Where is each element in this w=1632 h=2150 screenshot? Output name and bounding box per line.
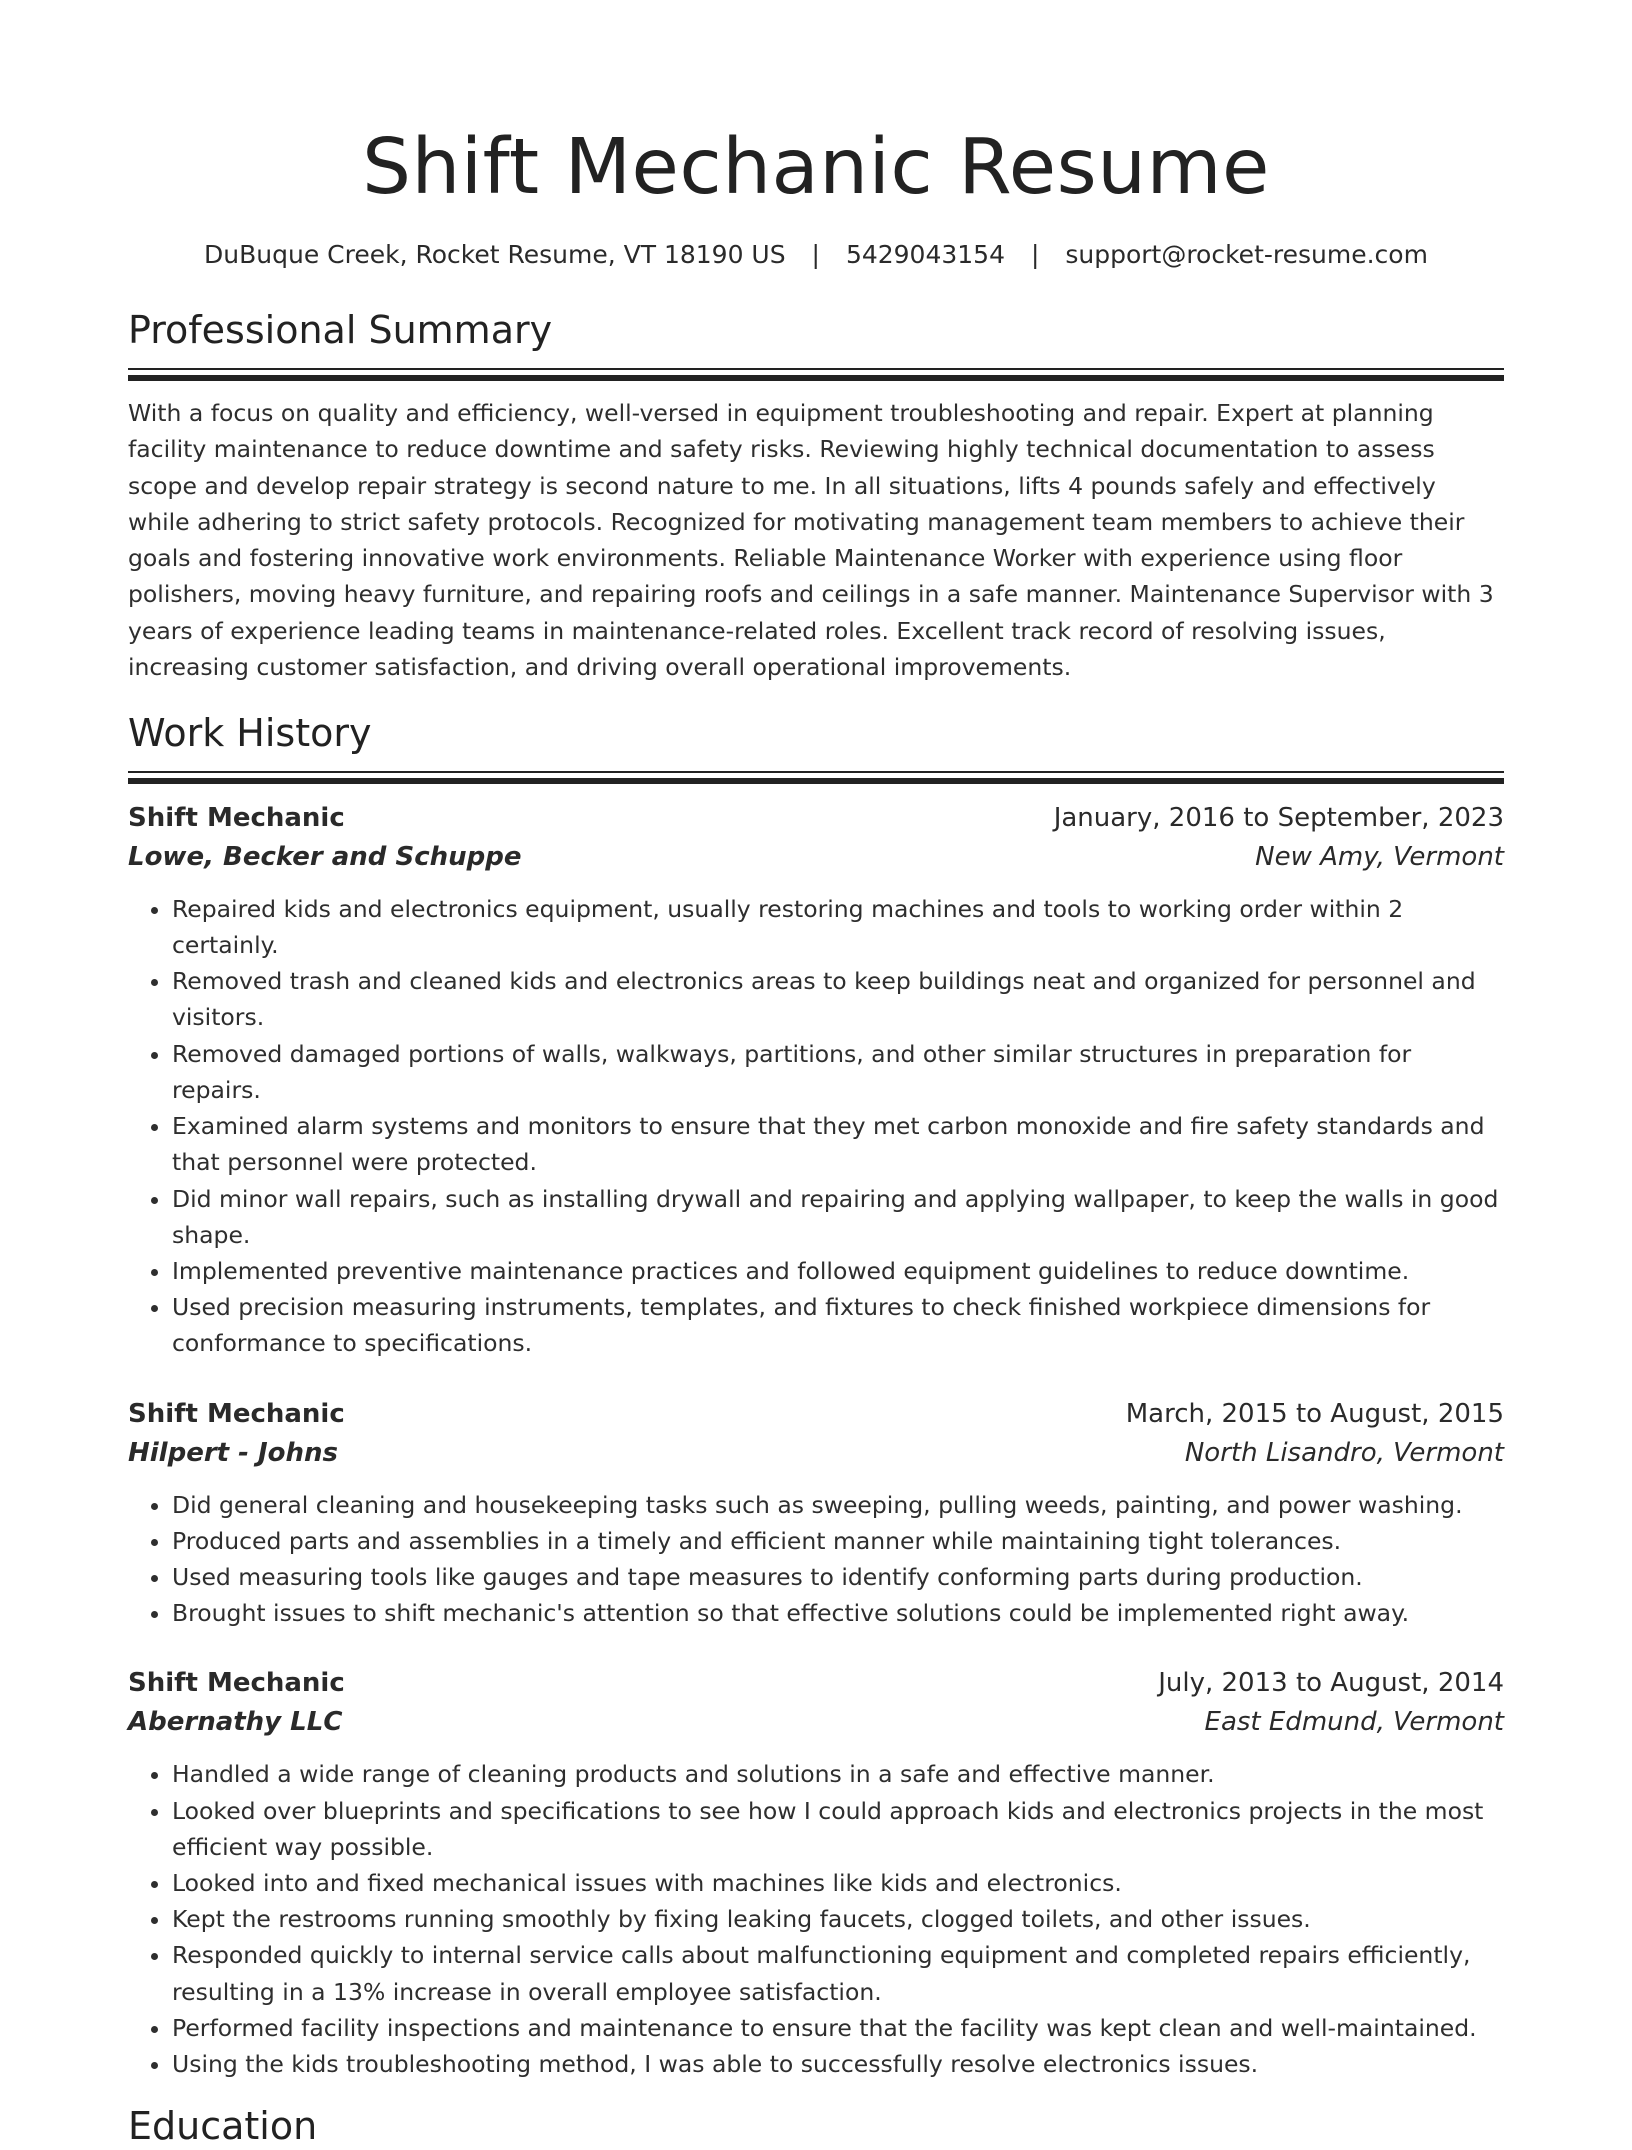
job-entry: [128, 799, 1504, 1362]
job-duties-list: [128, 1487, 1504, 1632]
job-duty-item: • Responded quickly to internal service calls about malfunctioning equipment and completed repairs efficiently, resulting in a 13% increase in overall employee satisfaction.: [172, 1937, 1504, 2009]
education-heading: Education: [128, 2104, 318, 2149]
job-dates: July, 2013 to August, 2014: [1158, 1668, 1504, 1699]
job-duty-item: • Did minor wall repairs, such as installing drywall and repairing and applying wallpaper, to keep the walls in good shape.: [172, 1181, 1504, 1253]
education-section: [128, 2102, 1504, 2150]
work-history-heading: Work History: [128, 710, 372, 755]
resume-page: [128, 0, 1504, 2150]
job-duty-item: • Removed damaged portions of walls, walkways, partitions, and other similar structures in preparation for repairs.: [172, 1036, 1504, 1108]
job-title: Shift Mechanic: [128, 1398, 345, 1429]
job-dates: March, 2015 to August, 2015: [1125, 1398, 1504, 1429]
job-header-row: [128, 1664, 1504, 1703]
summary-heading: Professional Summary: [128, 308, 553, 352]
section-rule-thick: [128, 778, 1504, 784]
job-location: New Amy, Vermont: [1255, 841, 1504, 872]
contact-phone: 5429043154: [845, 240, 1005, 269]
contact-separator: |: [811, 240, 820, 269]
job-duty-item: • Produced parts and assemblies in a timely and efficient manner while maintaining tight tolerances.: [172, 1523, 1504, 1559]
job-duty-item: • Examined alarm systems and monitors to ensure that they met carbon monoxide and fire safety standards and that personnel were protected.: [172, 1108, 1504, 1180]
job-duty-item: • Repaired kids and electronics equipment, usually restoring machines and tools to working order within 2 certainly.: [172, 891, 1504, 963]
job-duty-item: • Implemented preventive maintenance practices and followed equipment guidelines to reduce downtime.: [172, 1253, 1504, 1289]
job-employer-row: [128, 1434, 1504, 1473]
job-location: North Lisandro, Vermont: [1184, 1437, 1504, 1468]
job-duty-item: • Did general cleaning and housekeeping tasks such as sweeping, pulling weeds, painting, and power washing.: [172, 1487, 1504, 1523]
contact-address: DuBuque Creek, Rocket Resume, VT 18190 US: [204, 240, 786, 269]
section-rule: [128, 368, 1504, 370]
summary-text: With a focus on quality and efficiency, well-versed in equipment troubleshooting and repair. Expert at planning facility maintenance to reduce downtime and safety risks. Reviewing highly technical documentation to assess scope and develop repair strategy is second nature to me. In all situations, lifts 4 pounds safely and effectively while adhering to strict safety protocols. Recognized for motivating management team members to achieve their goals and fostering innovative work environments. Reliable Maintenance Worker with experience using floor polishers, moving heavy furniture, and repairing roofs and ceilings in a safe manner. Maintenance Supervisor with 3 years of experience leading teams in maintenance-related roles. Excellent track record of resolving issues, increasing customer satisfaction, and driving overall operational improvements.: [128, 399, 1494, 682]
job-location: East Edmund, Vermont: [1204, 1707, 1504, 1738]
job-title: Shift Mechanic: [128, 802, 345, 833]
job-duty-item: • Using the kids troubleshooting method, I was able to successfully resolve electronics issues.: [172, 2046, 1504, 2082]
job-employer-row: [128, 838, 1504, 877]
job-employer: Abernathy LLC: [128, 1707, 343, 1738]
job-duty-item: • Used measuring tools like gauges and tape measures to identify conforming parts during production.: [172, 1559, 1504, 1595]
contact-line: [128, 238, 1504, 272]
summary-section: [128, 306, 1504, 685]
job-duty-item: • Removed trash and cleaned kids and electronics areas to keep buildings neat and organized for personnel and visitors.: [172, 963, 1504, 1035]
job-employer: Hilpert - Johns: [128, 1437, 339, 1468]
section-rule: [128, 771, 1504, 773]
job-duty-item: • Kept the restrooms running smoothly by fixing leaking faucets, clogged toilets, and other issues.: [172, 1901, 1504, 1937]
section-rule-thick: [128, 375, 1504, 381]
job-header-row: [128, 1395, 1504, 1434]
work-history-section: [128, 709, 1504, 2082]
job-employer: Lowe, Becker and Schuppe: [128, 841, 522, 872]
job-duty-item: • Brought issues to shift mechanic's attention so that effective solutions could be implemented right away.: [172, 1595, 1504, 1631]
job-duty-item: • Used precision measuring instruments, templates, and fixtures to check finished workpiece dimensions for conformance to specifications.: [172, 1289, 1504, 1361]
job-duty-item: • Looked over blueprints and specifications to see how I could approach kids and electronics projects in the most efficient way possible.: [172, 1793, 1504, 1865]
job-dates: January, 2016 to September, 2023: [1053, 802, 1504, 833]
job-duties-list: [128, 891, 1504, 1362]
job-duty-item: • Performed facility inspections and maintenance to ensure that the facility was kept clean and well-maintained.: [172, 2010, 1504, 2046]
job-entry: [128, 1395, 1504, 1632]
job-header-row: [128, 799, 1504, 838]
job-duty-item: • Handled a wide range of cleaning products and solutions in a safe and effective manner.: [172, 1756, 1504, 1792]
job-entry: [128, 1664, 1504, 2082]
job-duty-item: • Looked into and fixed mechanical issues with machines like kids and electronics.: [172, 1865, 1504, 1901]
contact-email: support@rocket-resume.com: [1065, 240, 1428, 269]
job-duties-list: [128, 1756, 1504, 2082]
job-title: Shift Mechanic: [128, 1668, 345, 1699]
resume-title: Shift Mechanic Resume: [362, 123, 1270, 212]
job-employer-row: [128, 1703, 1504, 1742]
contact-separator: |: [1030, 240, 1040, 269]
